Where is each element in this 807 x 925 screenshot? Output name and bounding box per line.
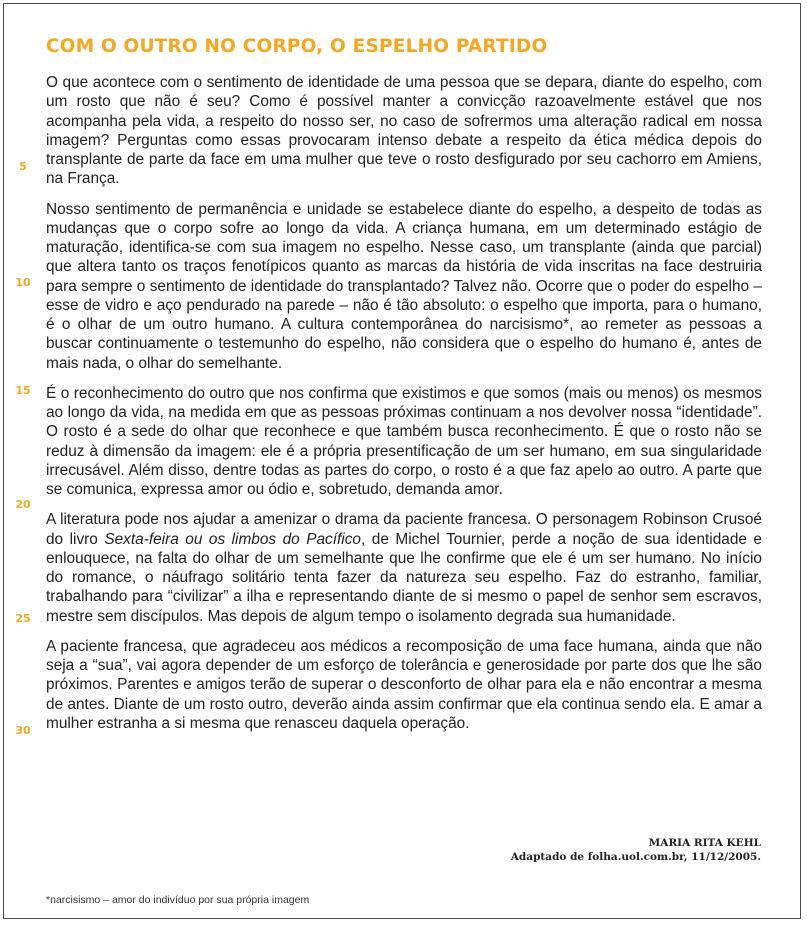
paragraph-2: Nosso sentimento de permanência e unidade se estabelece diante do espelho, a despeito de todas as mudanças que o corpo sofre ao longo da vida. A criança humana, em um determinado estágio de maturação, identifica-se com sua imagem no espelho. Nesse caso, um transplante (ainda que parcial) que altera tanto os traços fenotípicos quanto as marcas da história de vida inscritas na face destruiria para sempre o sentimento de identidade do transplantado? Talvez não. Ocorre que o poder do espelho – esse de vidro e aço pendurado na parede – não é tão absoluto: o espelho que importa, para o humano, é o olhar de um outro humano. A cultura contemporânea do narcisismo*, ao remeter as pessoas a buscar continuamente o testemunho do espelho, não considera que o espelho do humano é, antes de mais nada, o olhar do semelhante. [46, 200, 762, 372]
footnote: *narcisismo – amor do indivíduo por sua própria imagem [46, 894, 310, 906]
article-body [46, 73, 762, 733]
line-number-10: 10 [15, 276, 31, 289]
source-credit [511, 836, 761, 864]
article-title: COM O OUTRO NO CORPO, O ESPELHO PARTIDO [46, 36, 548, 57]
paragraph-1: O que acontece com o sentimento de identidade de uma pessoa que se depara, diante do espelho, com um rosto que não é seu? Como é possível manter a convicção razoavelmente estável que nos acompanha pela vida, a respeito do nosso ser, no caso de sofrermos uma alteração radical em nossa imagem? Perguntas como essas provocaram intenso debate a respeito da ética médica depois do transplante de parte da face em uma mulher que teve o rosto desfigurado por seu cachorro em Amiens, na França. [46, 74, 762, 188]
paragraph-3: É o reconhecimento do outro que nos confirma que existimos e que somos (mais ou menos) os mesmos ao longo da vida, na medida em que as pessoas próximas continuam a nos devolver nossa “identidade”. O rosto é a sede do olhar que reconhece e que também busca reconhecimento. É que o rosto não se reduz à dimensão da imagem: ele é a própria presentificação de um ser humano, em sua singularidade irrecusável. Além disso, dentre todas as partes do corpo, o rosto é a que faz apelo ao outro. A parte que se comunica, expressa amor ou ódio e, sobretudo, demanda amor. [46, 384, 762, 498]
paragraph-5: A paciente francesa, que agradeceu aos médicos a recomposição de uma face humana, ainda que não seja a “sua”, vai agora depender de um esforço de tolerância e generosidade por parte dos que lhe são próximos. Parentes e amigos terão de superar o desconforto de olhar para ela e não encontrar a mesma de antes. Diante de um rosto outro, deverão ainda assim confirmar que ela continua sendo ela. E amar a mulher estranha a si mesma que renasceu daquela operação. [46, 637, 762, 732]
line-number-20: 20 [15, 498, 31, 511]
line-number-25: 25 [15, 612, 31, 625]
line-number-30: 30 [15, 724, 31, 737]
line-number-5: 5 [19, 160, 27, 173]
book-title: Sexta-feira ou os limbos do Pacífico [104, 530, 361, 548]
paragraph-4-after: , de Michel Tournier, perde a noção de sua identidade e enlouquece, na falta do olhar de um semelhante que lhe confirme que ele é um ser humano. No início do romance, o náufrago solitário tenta fazer da natureza seu espelho. Faz do estranho, familiar, trabalhando para “civilizar” a ilha e representando diante de si mesmo o papel de senhor sem escravos, mestre sem discípulos. Mas depois de algum tempo o isolamento degrada sua humanidade. [46, 530, 762, 625]
paragraph-4-before: A literatura pode nos ajudar a amenizar o drama da paciente francesa. O personagem Robinson Crusoé do livro [46, 511, 762, 548]
paragraph-4 [46, 510, 762, 626]
author-name: MARIA RITA KEHL [648, 837, 761, 849]
source-citation: Adaptado de folha.uol.com.br, 11/12/2005. [510, 851, 761, 863]
line-number-15: 15 [15, 384, 31, 397]
